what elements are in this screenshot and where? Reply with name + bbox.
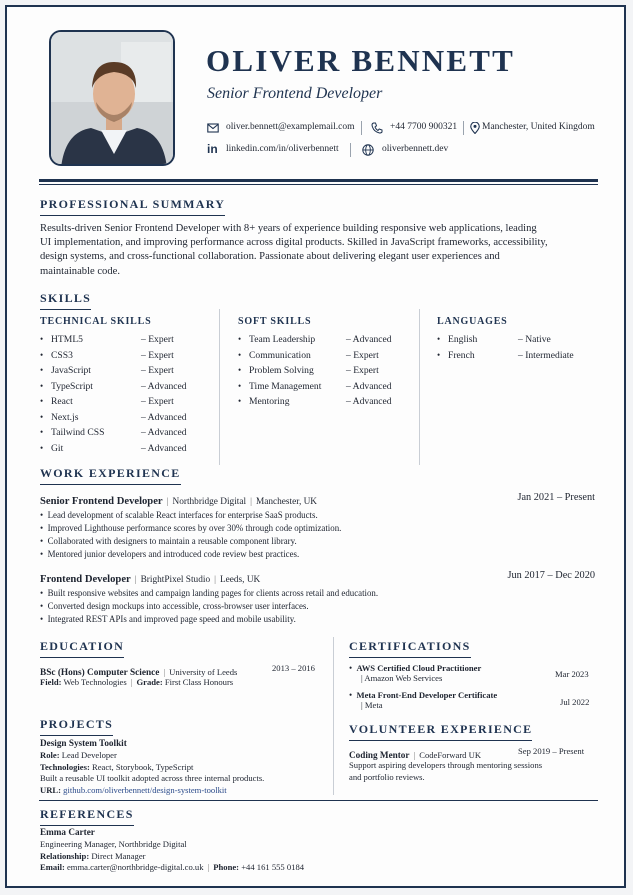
profile-photo <box>49 30 175 166</box>
job-dates: Jan 2021 – Present <box>517 492 595 503</box>
column-divider <box>219 309 220 465</box>
linkedin-icon: in <box>207 142 218 156</box>
skill-item: • React – Expert <box>40 396 174 407</box>
header-divider-thin <box>39 184 598 185</box>
location-text: Manchester, United Kingdom <box>482 122 595 132</box>
summary-text <box>40 222 600 279</box>
project-entry <box>40 738 264 797</box>
header-divider <box>39 179 598 182</box>
column-divider <box>333 637 334 795</box>
job-bullets <box>40 509 341 561</box>
job-header: Frontend Developer | BrightPixel Studio | Leeds, UK <box>40 574 261 585</box>
divider <box>463 121 464 135</box>
project-url-link[interactable]: github.com/oliverbennett/design-system-toolkit <box>63 785 227 796</box>
job-dates: Jun 2017 – Dec 2020 <box>507 570 595 581</box>
candidate-title: Senior Frontend Developer <box>207 85 383 102</box>
education-details: Field: Web Technologies | Grade: First Class Honours <box>40 677 234 687</box>
education-entry: BSc (Hons) Computer Science | University of Leeds <box>40 667 238 678</box>
reference-relationship: Relationship: Direct Manager <box>40 850 146 861</box>
summary-line: Results-driven Senior Frontend Developer with 8+ years of experience building responsive web applications, leading <box>40 223 537 234</box>
cert-item: • AWS Certified Cloud Practitioner | Amazon Web Services <box>349 663 482 683</box>
reference-contact: Email: emma.carter@northbridge-digital.co.uk | Phone: +44 161 555 0184 <box>40 862 305 873</box>
skill-item: • HTML5 – Expert <box>40 334 174 345</box>
skill-item: • Team Leadership – Advanced <box>238 334 392 345</box>
skill-item: • CSS3 – Expert <box>40 349 174 361</box>
volunteer-org: CodeForward UK <box>419 750 482 760</box>
references-heading: REFERENCES <box>40 807 134 826</box>
languages-heading: LANGUAGES <box>437 316 508 327</box>
website-link[interactable]: oliverbennett.dev <box>382 144 449 154</box>
cert-date: Mar 2023 <box>555 669 589 679</box>
cert-date: Jul 2022 <box>560 697 590 707</box>
skill-item: • JavaScript – Expert <box>40 365 174 376</box>
language-item: • English – Native <box>437 334 551 345</box>
volunteer-description: Support aspiring developers through mentoring sessions and portfolio reviews. <box>349 760 543 782</box>
reference-phone: +44 161 555 0184 <box>241 862 305 873</box>
project-tech: Technologies: React, Storybook, TypeScript <box>40 761 194 772</box>
soft-skills-heading: SOFT SKILLS <box>238 316 312 327</box>
cert-item: • Meta Front-End Developer Certificate | Meta <box>349 690 498 710</box>
volunteer-dates: Sep 2019 – Present <box>518 746 585 756</box>
list-item: • Built responsive websites and campaign landing pages for clients across retail and education. <box>40 588 379 598</box>
reference-position: Engineering Manager, Northbridge Digital <box>40 838 187 849</box>
certifications-heading: CERTIFICATIONS <box>349 639 471 658</box>
volunteer-header: Coding Mentor | CodeForward UK <box>349 750 482 760</box>
resume-page <box>5 5 626 888</box>
reference-name: Emma Carter <box>40 827 95 837</box>
education-dates: 2013 – 2016 <box>272 663 315 673</box>
job-role: Frontend Developer <box>40 574 131 585</box>
summary-line: design systems, and cross-functional collaboration. Passionate about delivering elegant user experiences and <box>40 251 500 263</box>
skill-item: • Communication – Expert <box>238 349 379 361</box>
column-divider <box>419 309 420 465</box>
projects-heading: PROJECTS <box>40 717 113 736</box>
education-heading: EDUCATION <box>40 639 124 658</box>
linkedin-link[interactable]: linkedin.com/in/oliverbennett <box>226 144 339 154</box>
skill-item: • Tailwind CSS – Advanced <box>40 427 187 438</box>
skill-item: • TypeScript – Advanced <box>40 380 187 392</box>
reference-entry <box>40 827 304 874</box>
skill-item: • Mentoring – Advanced <box>238 396 392 407</box>
phone-icon <box>371 122 383 134</box>
project-description: Built a reusable UI toolkit adopted across three internal products. <box>40 773 265 784</box>
email-link[interactable]: oliver.bennett@examplemail.com <box>226 122 355 132</box>
location-pin-icon <box>469 122 481 134</box>
skill-item: • Problem Solving – Expert <box>238 365 379 376</box>
project-role: Role: Lead Developer <box>40 749 117 760</box>
volunteer-role: Coding Mentor <box>349 750 410 760</box>
job-location: Manchester, UK <box>255 497 318 507</box>
summary-heading: PROFESSIONAL SUMMARY <box>40 197 225 216</box>
language-item: • French – Intermediate <box>437 349 574 361</box>
skill-item: • Next.js – Advanced <box>40 411 187 423</box>
volunteer-heading: VOLUNTEER EXPERIENCE <box>349 722 532 741</box>
globe-icon <box>362 144 374 156</box>
experience-heading: WORK EXPERIENCE <box>40 466 181 485</box>
list-item: • Converted design mockups into accessible, cross-browser user interfaces. <box>40 601 309 611</box>
summary-line: UI implementation, and improving performance across digital products. Skilled in JavaScript frameworks, accessibility, <box>40 237 548 249</box>
section-divider <box>39 800 598 801</box>
degree: BSc (Hons) Computer Science <box>40 668 160 678</box>
list-item: • Improved Lighthouse performance scores by over 30% through code optimization. <box>40 523 342 533</box>
project-name: Design System Toolkit <box>40 738 127 748</box>
reference-email[interactable]: emma.carter@northbridge-digital.co.uk <box>66 862 204 873</box>
job-company: Northbridge Digital <box>172 497 247 507</box>
list-item: • Mentored junior developers and introduced code review best practices. <box>40 549 300 559</box>
divider <box>361 121 362 135</box>
school: University of Leeds <box>169 667 238 677</box>
phone-text: +44 7700 900321 <box>390 122 458 132</box>
list-item: • Integrated REST APIs and improved page speed and mobile usability. <box>40 614 296 624</box>
divider <box>350 143 351 157</box>
skill-item: • Git – Advanced <box>40 442 187 454</box>
skill-item: • Time Management – Advanced <box>238 380 392 392</box>
list-item: • Collaborated with designers to maintain a reusable component library. <box>40 536 297 546</box>
list-item: • Lead development of scalable React interfaces for enterprise SaaS products. <box>40 510 318 520</box>
skills-heading: SKILLS <box>40 291 91 310</box>
job-location: Leeds, UK <box>219 575 261 585</box>
job-company: BrightPixel Studio <box>140 575 211 585</box>
candidate-name: OLIVER BENNETT <box>206 43 516 78</box>
job-role: Senior Frontend Developer <box>40 496 163 507</box>
summary-line: maintainable code. <box>40 265 121 277</box>
envelope-icon <box>207 122 219 134</box>
technical-skills-heading: TECHNICAL SKILLS <box>40 316 152 327</box>
project-url: URL: github.com/oliverbennett/design-system-toolkit <box>40 785 227 796</box>
job-header: Senior Frontend Developer | Northbridge Digital | Manchester, UK <box>40 496 318 507</box>
job-bullets <box>40 587 378 626</box>
